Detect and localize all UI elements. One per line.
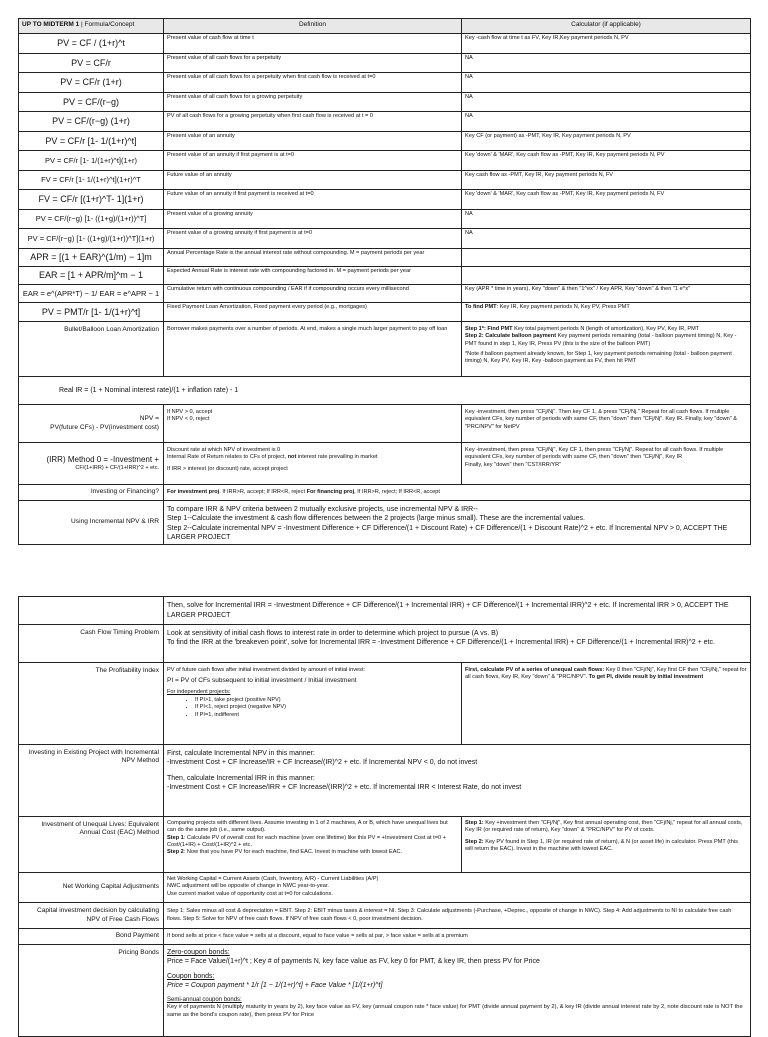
definition-cell: Fixed Payment Loan Amortization, Fixed payment every period (e.g., mortgages) <box>164 302 462 322</box>
calculator-cell: NA <box>462 229 751 249</box>
calculator-cell: NA <box>462 73 751 93</box>
capital-investment-label: Capital investment decision by calculating NPV of Free Cash Flows <box>19 903 164 929</box>
table-row <box>19 248 751 266</box>
formula-cell: PV = CF/(r−g) (1+r) <box>19 112 164 132</box>
eac-label: Investment of Unequal Lives: Equivalent Annual Cost (EAC) Method <box>19 817 164 873</box>
calculator-cell: NA <box>462 92 751 112</box>
table-row <box>19 73 751 93</box>
table-row <box>19 170 751 190</box>
calculator-cell: Key 'down' & 'MAR', Key cash flow as -PMT, Key IR, Key payment periods N, PV <box>462 151 751 171</box>
formula-cell: PV = CF/(r−g) <box>19 92 164 112</box>
definition-cell: Present value of all cash flows for a perpetuity <box>164 53 462 73</box>
list-item: • If PI=1, indifferent <box>195 712 458 719</box>
header-calculator: Calculator (if applicable) <box>462 19 751 34</box>
formula-cell: PV = CF/r [1- 1/(1+r)^t] <box>19 131 164 151</box>
definition-cell: Present value of an annuity if first payment is at t=0 <box>164 151 462 171</box>
nwc-label: Net Working Capital Adjustments <box>19 873 164 903</box>
table-row-incremental-npv <box>19 501 751 545</box>
table-row-cash-flow-timing <box>19 625 751 663</box>
table-row-capital-investment <box>19 903 751 929</box>
capital-investment-text: Step 1: Sales minus all cost & depreciation = EBIT. Step 2: EBIT minus taxes & interest = NI. Step 3: Calculate adjustments (-Purchase, +Deprec., opposite of change in NWC). Step 4: Add adjustments to NI to calculate free cash flows. Step 5: Solve for NPV of free cash flows. If NPV of free cash flows < 0, poor investment decision. <box>164 903 751 929</box>
table-row-existing-project <box>19 745 751 817</box>
definition-cell: Future value of an annuity <box>164 170 462 190</box>
table-row <box>19 34 751 54</box>
eac-definition: Comparing projects with different lives. Assume investing in 1 of 2 machines, A or B, which have unequal lives but can do the same job (i.e., same output). Step 1: Calculate PV of overall cost for each machine (over one lifetime) like this PV = +Investment Cost at t=0 + Cost/(1+IR) + Cost/(1+IR)^2 + etc. Step 2: Now that you have PV for each machine, find EAC. Invest in machine with lowest EAC. <box>164 817 462 873</box>
formula-cell: PV = CF/r [1- 1/(1+r)^t](1+r) <box>19 151 164 171</box>
formula-cell: APR = [(1 + EAR)^(1/m) − 1]m <box>19 248 164 266</box>
definition-cell: PV of all cash flows for a growing perpetuity when first cash flow is received at t = 0 <box>164 112 462 132</box>
calculator-cell: NA <box>462 209 751 229</box>
table-row <box>19 266 751 284</box>
definition-cell: Cumulative return with continuous compounding / EAR if if compounding occurs every millisecond <box>164 284 462 302</box>
cash-flow-timing-text: Look at sensitivity of initial cash flows to interest rate in order to determine which project to pursue (A vs. B) To find the IRR at the 'breakeven point', solve for Incremental IRR = -Investment Difference + CF Difference/(1 + Incremental IRR) + CF Difference/(1 + Incremental IRR)^2 + etc. <box>164 625 751 663</box>
table-row-invest-or-finance <box>19 485 751 501</box>
table-row-incremental-irr <box>19 597 751 625</box>
calculator-bold: To find PMT <box>465 303 497 310</box>
formula-table-bottom <box>18 596 751 1037</box>
cash-flow-timing-label: Cash Flow Timing Problem <box>19 625 164 663</box>
incremental-npv-text: To compare IRR & NPV criteria between 2 mutually exclusive projects, use incremental NPV & IRR-- Step 1--Calculate the investment & cash flow differences between the 2 projects (large minus small). These are the incremental values. Step 2--Calculate incremental NPV = -Investment Difference + CF Difference/(1 + Discount Rate) + CF Difference/(1 + Discount Rate)^2 + etc. If Incremental NPV > 0, ACCEPT THE LARGER PROJECT <box>164 501 751 545</box>
eac-calculator: Step 1: Key +investment then "CFj/Nj", Key first annual operating cost, then "CFj/Nj," repeat for all annual costs, Key IR (or required rate of return), Key "down" & "PRC/NPV" for PV of costs. Step 2: Key PV found in Step 1, IR (or required rate of return), & N (or asset life) in calculator. Press PMT (this will return the EAC). Invest in the machine with lowest EAC. <box>462 817 751 873</box>
calculator-cell <box>462 266 751 284</box>
table-row <box>19 302 751 322</box>
existing-project-label: Investing in Existing Project with Incremental NPV Method <box>19 745 164 817</box>
formula-cell: PV = CF / (1+r)^t <box>19 34 164 54</box>
table-row-profitability-index <box>19 663 751 745</box>
definition-cell: Annual Percentage Rate is the annual interest rate without compounding. M = payment periods per year <box>164 248 462 266</box>
calculator-text: : Key IR, Key payment periods N, Key PV, Press PMT <box>496 303 630 310</box>
pricing-bonds-text: Zero-coupon bonds: Price = Face Value/(1+r)^t ; Key # of payments N, key face value as FV, key 0 for PMT, & key IR, then press PV for Price Coupon bonds: Price = Coupon payment * 1/r [1 − 1/(1+r)^t] + Face Value * [1/(1+r)^t] Semi-annual coupon bonds: Key # of payments N (multiply maturity in years by 2), key face value as FV, key (annual coupon rate * face value) for PMT (divide annual payment by 2), & key IR (divide annual interest rate by 2, note discount rate is NOT the same as the bond's coupon rate), then press PV for Price <box>164 945 751 1037</box>
formula-cell: EAR = e^(APR*T) − 1/ EAR = e^APR − 1 <box>19 284 164 302</box>
calculator-cell: Key CF (or payment) as -PMT, Key IR, Key payment periods N, PV <box>462 131 751 151</box>
existing-project-text: First, calculate Incremental NPV in this manner: -Investment Cost + CF Increase/IR + CF Increase/(IR)^2 + etc. If Incremental NPV < 0, do not invest Then, calculate Incremental IRR in this manner: -Investment Cost + CF Increase/IRR + CF Increase/(IRR)^2 + etc. If Incremental IRR < Interest Rate, do not invest <box>164 745 751 817</box>
table-row-npv <box>19 405 751 443</box>
nwc-text: Net Working Capital = Current Assets (Cash, Inventory, A/R) - Current Liabilities (A/P) NWC adjustment will be opposite of change in NWC year-to-year. Use current market value of opportunity cost at t=0 for calculations. <box>164 873 751 903</box>
table-row-bond-payment <box>19 929 751 945</box>
invest-finance-rule: For investment proj. If IRR>R, accept; If IRR<R, reject For financing proj, If IRR>R, reject; If IRR<R, accept <box>164 485 751 501</box>
list-item: • If PI>1, take project (positive NPV) <box>195 697 458 704</box>
formula-cell: FV = CF/r [(1+r)^T- 1](1+r) <box>19 190 164 210</box>
incremental-npv-label: Using Incremental NPV & IRR <box>19 501 164 545</box>
calculator-cell: Key -cash flow at time t as FV, Key IR,Key payment periods N, PV <box>462 34 751 54</box>
definition-cell: Present value of a growing annuity <box>164 209 462 229</box>
table-row-bullet <box>19 322 751 377</box>
bond-payment-text: If bond sells at price < face value = sells at a discount, equal to face value = sells at par, > face value = sells at a premium <box>164 929 751 945</box>
bullet-label: Bullet/Balloon Loan Amortization <box>19 322 164 377</box>
pricing-bonds-label: Pricing Bonds <box>19 945 164 1037</box>
calculator-cell: Key 'down' & 'MAR', Key cash flow as -PMT, Key IR, Key payment periods N, FV <box>462 190 751 210</box>
table-row <box>19 151 751 171</box>
formula-cell: PV = PMT/r [1- 1/(1+r)^t] <box>19 302 164 322</box>
irr-label: (IRR) Method 0 = -Investment + CF/(1+IRR) + CF/(1+IRR)^2 + etc. <box>19 443 164 485</box>
bond-payment-label: Bond Payment <box>19 929 164 945</box>
definition-cell: Present value of a growing annuity if first payment is at t=0 <box>164 229 462 249</box>
formula-cell: EAR = [1 + APR/m]^m − 1 <box>19 266 164 284</box>
calculator-cell: NA <box>462 53 751 73</box>
table-row-irr <box>19 443 751 485</box>
real-ir-formula: Real IR = (1 + Nominal interest rate)/(1 + inflation rate) - 1 <box>19 377 751 405</box>
definition-cell: Present value of cash flow at time t <box>164 34 462 54</box>
table-row <box>19 190 751 210</box>
table-row-pricing-bonds <box>19 945 751 1037</box>
list-item: • If PI<1, reject project (negative NPV) <box>195 704 458 711</box>
bullet-calculator: Step 1*: Find PMT Key total payment periods N (length of amortization), Key PV, Key IR, PMT Step 2: Calculate balloon payment Key payment periods remaining (total - balloon payment timing) N, Key -PMT found in step 1, Key IR, Press PV (this is the size of the balloon PMT) *Note if balloon payment already known, for Step 1, key payment periods remaining (total - balloon payment timing) N, Key PV, Key IR, Key -balloon payment as FV, then hit PMT <box>462 322 751 377</box>
profitability-index-calculator: First, calculate PV of a series of unequal cash flows: Key 0 then "CFj/Nj", Key first CF then "CFj/Nj," repeat for all cash flows, Key IR, Key "down" & "PRC/NPV". To get PI, divide result by initial investment <box>462 663 751 745</box>
calculator-cell: Key cash flow as -PMT, Key IR, Key payment periods N, FV <box>462 170 751 190</box>
npv-calculator: Key -investment, then press "CFj/Nj". Then key CF 1, & press "CFj/Nj." Repeat for all cash flows. If multiple equivalent CFs, key number of periods with same CF, then "down" then "CFj/Nj". Key IR. Finally, key "down" & "PRC/NPV" for NetPV <box>462 405 751 443</box>
irr-definition: Discount rate at which NPV of investment is 0 Internal Rate of Return relates to CFs of project, not interest rate prevailing in market If IRR > interest (or discount) rate, accept project <box>164 443 462 485</box>
npv-label: NPV = PV(future CFs) - PV(investment cost) <box>19 405 164 443</box>
table-row <box>19 131 751 151</box>
table-row <box>19 53 751 73</box>
definition-cell: Present value of all cash flows for a perpetuity when first cash flow is received at t=0 <box>164 73 462 93</box>
table-header-row <box>19 19 751 34</box>
table-row-real-ir <box>19 377 751 405</box>
table-row <box>19 209 751 229</box>
irr-calculator: Key -investment, then press "CFj/Nj", Key CF 1, then press "CFj/Nj". Repeat for all cash flows. If multiple equivalent CFs, key number of periods with same CF, then "down" then "CFj/Nj", Key IR Finally, key "down" then "CST/IRR/YR" <box>462 443 751 485</box>
formula-table-top <box>18 18 751 545</box>
profitability-index-definition: PV of future cash flows after initial investment divided by amount of initial invest: PI = PV of CFs subsequent to initial investment / Initial investment For independent projects: • If PI>1, take project (positive NPV) • If PI<1, reject project (negative NPV) • If PI=1, indifferent <box>164 663 462 745</box>
calculator-cell: Key (APR * time in years), Key "down" & then "1^ex" / Key APR, Key "down" & then "1 e^x" <box>462 284 751 302</box>
formula-cell: PV = CF/r <box>19 53 164 73</box>
header-formula: UP TO MIDTERM 1 | Formula/Concept <box>19 19 164 34</box>
bullet-definition: Borrower makes payments over a number of periods. At end, makes a single much larger payment to pay off loan <box>164 322 462 377</box>
definition-cell: Present value of all cash flows for a growing perpetuity <box>164 92 462 112</box>
calculator-cell <box>462 302 751 322</box>
table-row <box>19 92 751 112</box>
definition-cell: Future value of an annuity if first payment is received at t=0 <box>164 190 462 210</box>
formula-cell: PV = CF/r (1+r) <box>19 73 164 93</box>
table-row <box>19 284 751 302</box>
invest-finance-label: Investing or Financing? <box>19 485 164 501</box>
calculator-cell: NA <box>462 112 751 132</box>
formula-cell: FV = CF/r [1- 1/(1+r)^t](1+r)^T <box>19 170 164 190</box>
npv-definition: If NPV > 0, accept If NPV < 0, reject <box>164 405 462 443</box>
definition-cell: Expected Annual Rate is interest rate with compounding factored in. M = payment periods per year <box>164 266 462 284</box>
profitability-index-label: The Profitability Index <box>19 663 164 745</box>
table-row-eac <box>19 817 751 873</box>
header-definition: Definition <box>164 19 462 34</box>
table-row-nwc <box>19 873 751 903</box>
formula-cell: PV = CF/(r−g) [1- ((1+g)/(1+r))^T] <box>19 209 164 229</box>
table-row <box>19 229 751 249</box>
formula-cell: PV = CF/(r−g) [1- ((1+g)/(1+r))^T](1+r) <box>19 229 164 249</box>
calculator-cell <box>462 248 751 266</box>
incremental-irr-text: Then, solve for Incremental IRR = -Investment Difference + CF Difference/(1 + Incremental IRR) + CF Difference/(1 + Incremental IRR)^2 + etc. If Incremental IRR > 0, ACCEPT THE LARGER PROJECT <box>164 597 751 625</box>
definition-cell: Present value of an annuity <box>164 131 462 151</box>
table-row <box>19 112 751 132</box>
